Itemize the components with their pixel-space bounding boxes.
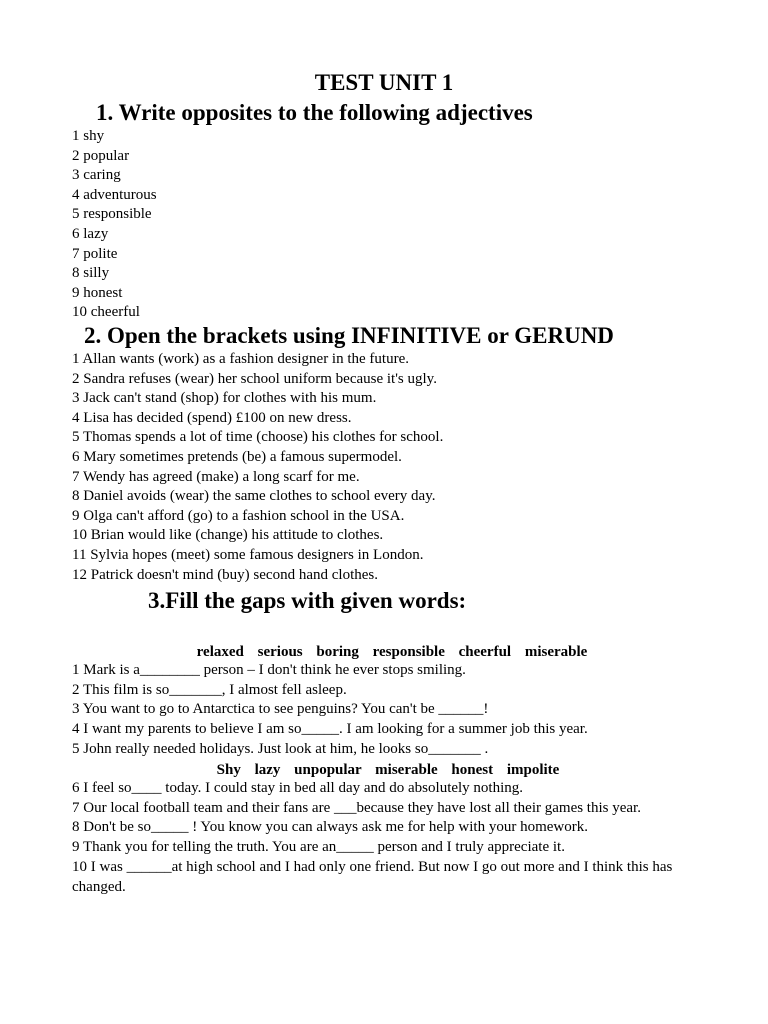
section-3-list-a (72, 661, 588, 759)
list-item: 7 Our local football team and their fans are ___because they have lost all their games this year. (72, 799, 641, 816)
list-item: 1 Allan wants (work) as a fashion designer in the future. (72, 351, 409, 367)
list-item: 6 Mary sometimes pretends (be) a famous supermodel. (72, 448, 402, 465)
section-1-heading: 1. Write opposites to the following adjectives (96, 100, 533, 125)
list-item: 3 caring (72, 167, 121, 184)
list-item: 5 John really needed holidays. Just look at him, he looks so_______ . (72, 740, 489, 757)
list-item: 6 lazy (72, 225, 109, 242)
list-item: 2 This film is so_______, I almost fell asleep. (72, 681, 347, 698)
page-title: TEST UNIT 1 (314, 70, 454, 95)
list-item: 10 cheerful (72, 304, 140, 321)
list-item: 8 Daniel avoids (wear) the same clothes to school every day. (72, 488, 436, 505)
list-item: 9 Olga can't afford (go) to a fashion school in the USA. (72, 507, 405, 524)
section-1-list (72, 127, 157, 323)
list-item: 5 responsible (72, 206, 152, 223)
word-bank-a: relaxed serious boring responsible cheerful miserable (196, 644, 588, 660)
list-item: 4 adventurous (72, 186, 157, 203)
word-bank-b: Shy lazy unpopular miserable honest impolite (216, 762, 560, 778)
list-item: 11 Sylvia hopes (meet) some famous designers in London. (72, 546, 424, 563)
list-item: 2 popular (72, 147, 130, 164)
list-item: 5 Thomas spends a lot of time (choose) his clothes for school. (72, 429, 444, 446)
list-item: 8 Don't be so_____ ! You know you can always ask me for help with your homework. (72, 819, 588, 836)
section-2-list (72, 350, 443, 585)
list-item: 10 Brian would like (change) his attitude to clothes. (72, 527, 384, 544)
list-item: 10 I was ______at high school and I had only one friend. But now I go out more and I think this has changed. (72, 858, 673, 895)
list-item: 7 polite (72, 245, 118, 262)
list-item: 3 You want to go to Antarctica to see penguins? You can't be ______! (72, 701, 489, 718)
list-item: 2 Sandra refuses (wear) her school uniform because it's ugly. (72, 370, 437, 387)
list-item: 9 honest (72, 284, 123, 301)
section-3-heading: 3.Fill the gaps with given words: (148, 588, 467, 613)
list-item: 3 Jack can't stand (shop) for clothes with his mum. (72, 390, 377, 407)
list-item: 7 Wendy has agreed (make) a long scarf for me. (72, 468, 360, 485)
list-item: 8 silly (72, 265, 110, 282)
list-item: 1 shy (72, 128, 105, 144)
list-item: 1 Mark is a________ person – I don't think he ever stops smiling. (72, 662, 466, 678)
section-3-list-b (72, 779, 702, 897)
list-item: 12 Patrick doesn't mind (buy) second hand clothes. (72, 566, 378, 583)
section-2-heading: 2. Open the brackets using INFINITIVE or GERUND (84, 323, 614, 348)
list-item: 4 Lisa has decided (spend) £100 on new dress. (72, 409, 352, 426)
list-item: 6 I feel so____ today. I could stay in bed all day and do absolutely nothing. (72, 780, 524, 796)
list-item: 9 Thank you for telling the truth. You are an_____ person and I truly appreciate it. (72, 839, 565, 856)
list-item: 4 I want my parents to believe I am so_____. I am looking for a summer job this year. (72, 721, 588, 738)
